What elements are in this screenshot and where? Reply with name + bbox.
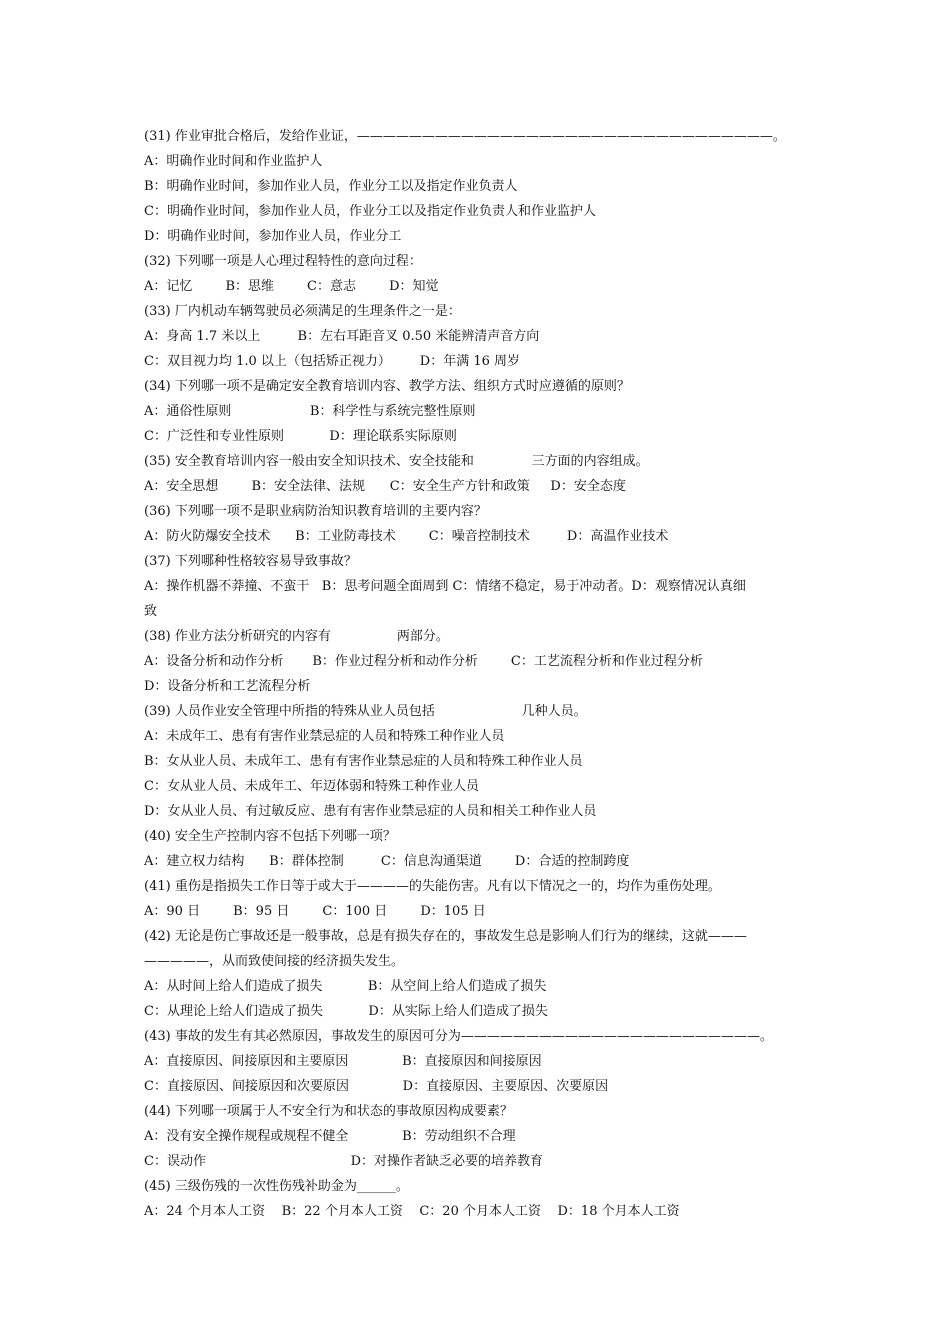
answer-options: C：误动作 D：对操作者缺乏必要的培养教育 (144, 1154, 544, 1169)
question-text: (41) 重伤是指损失工作日等于或大于————的失能伤害。凡有以下情况之一的，均作为重伤处理。 (144, 879, 721, 894)
answer-options: A：未成年工、患有有害作业禁忌症的人员和特殊工种作业人员 (144, 729, 505, 744)
question-text: (40) 安全生产控制内容不包括下列哪一项？ (144, 829, 396, 844)
answer-options: A：设备分析和动作分析 B：作业过程分析和动作分析 C：工艺流程分析和作业过程分析 (144, 654, 703, 669)
answer-options: A：记忆 B：思维 C：意志 D：知觉 (144, 279, 439, 294)
question-text: (31) 作业审批合格后，发给作业证，————————————————————————————————。 (144, 129, 786, 144)
question-text: (35) 安全教育培训内容一般由安全知识技术、安全技能和 三方面的内容组成。 (144, 454, 649, 469)
answer-options: B：明确作业时间，参加作业人员，作业分工以及指定作业负责人 (144, 179, 518, 194)
answer-options: D：设备分析和工艺流程分析 (144, 679, 311, 694)
answer-options: C：广泛性和专业性原则 D：理论联系实际原则 (144, 429, 457, 444)
answer-options: D：女从业人员、有过敏反应、患有有害作业禁忌症的人员和相关工种作业人员 (144, 804, 597, 819)
answer-options: B：女从业人员、未成年工、患有有害作业禁忌症的人员和特殊工种作业人员 (144, 754, 583, 769)
answer-options: A：安全思想 B：安全法律、法规 C：安全生产方针和政策 D：安全态度 (144, 479, 626, 494)
question-text: (39) 人员作业安全管理中所指的特殊从业人员包括 几种人员。 (144, 704, 587, 719)
answer-options: C：从理论上给人们造成了损失 D：从实际上给人们造成了损失 (144, 1004, 548, 1019)
question-text: (42) 无论是伤亡事故还是一般事故，总是有损失存在的，事故发生总是影响人们行为的继续，这就——— (144, 929, 747, 944)
answer-options: C：双目视力均 1.0 以上（包括矫正视力） D：年满 16 周岁 (144, 354, 521, 369)
question-text: (44) 下列哪一项属于人不安全行为和状态的事故原因构成要素？ (144, 1104, 513, 1119)
answer-options: A：防火防爆安全技术 B：工业防毒技术 C：噪音控制技术 D：高温作业技术 (144, 529, 669, 544)
question-text: (37) 下列哪种性格较容易导致事故？ (144, 554, 357, 569)
answer-options: A：直接原因、间接原因和主要原因 B：直接原因和间接原因 (144, 1054, 542, 1069)
answer-options: 致 (144, 604, 158, 619)
question-text: (33) 厂内机动车辆驾驶员必须满足的生理条件之一是： (144, 304, 461, 319)
question-text: (38) 作业方法分析研究的内容有 两部分。 (144, 629, 449, 644)
answer-options: C：女从业人员、未成年工、年迈体弱和特殊工种作业人员 (144, 779, 479, 794)
answer-options: A：明确作业时间和作业监护人 (144, 154, 323, 169)
answer-options: D：明确作业时间，参加作业人员，作业分工 (144, 229, 402, 244)
question-text: (43) 事故的发生有其必然原因，事故发生的原因可分为———————————————————————。 (144, 1029, 773, 1044)
answer-options: A：24 个月本人工资 B：22 个月本人工资 C：20 个月本人工资 D：18 个月本人工资 (144, 1204, 680, 1219)
answer-options: A：身高 1.7 米以上 B：左右耳距音叉 0.50 米能辨清声音方向 (144, 329, 540, 344)
question-text: (32) 下列哪一项是人心理过程特性的意向过程： (144, 254, 422, 269)
answer-options: A：建立权力结构 B：群体控制 C：信息沟通渠道 D：合适的控制跨度 (144, 854, 630, 869)
question-list (144, 124, 804, 1224)
answer-options: A：没有安全操作规程或规程不健全 B：劳动组织不合理 (144, 1129, 516, 1144)
question-text: (45) 三级伤残的一次性伤残补助金为______。 (144, 1179, 409, 1194)
answer-options: A：通俗性原则 B：科学性与系统完整性原则 (144, 404, 476, 419)
answer-options: C：明确作业时间，参加作业人员，作业分工以及指定作业负责人和作业监护人 (144, 204, 596, 219)
answer-options: —————，从而致使间接的经济损失发生。 (144, 954, 405, 969)
answer-options: A：从时间上给人们造成了损失 B：从空间上给人们造成了损失 (144, 979, 547, 994)
question-text: (34) 下列哪一项不是确定安全教育培训内容、教学方法、组织方式时应遵循的原则？ (144, 379, 630, 394)
answer-options: A：操作机器不莽撞、不蛮干 B：思考问题全面周到 C：情绪不稳定，易于冲动者。D：观察情况认真细 (144, 579, 746, 594)
answer-options: A：90 日 B：95 日 C：100 日 D：105 日 (144, 904, 486, 919)
question-text: (36) 下列哪一项不是职业病防治知识教育培训的主要内容？ (144, 504, 487, 519)
answer-options: C：直接原因、间接原因和次要原因 D：直接原因、主要原因、次要原因 (144, 1079, 609, 1094)
